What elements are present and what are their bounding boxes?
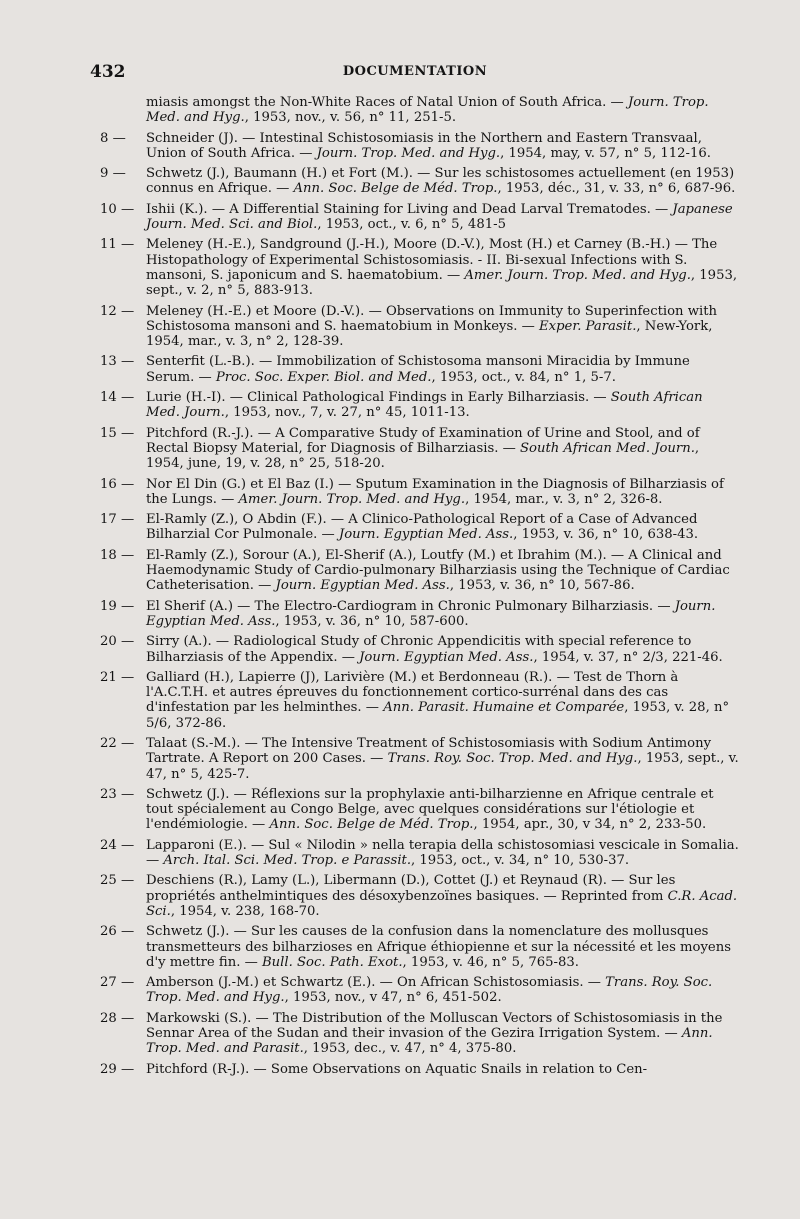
- reference-entry: [100, 670, 740, 731]
- reference-entry: [100, 390, 740, 421]
- journal-title: Journ. Egyptian Med. Ass.: [275, 578, 450, 594]
- entry-number: 27 —: [100, 975, 135, 991]
- entry-details: , 1953, nov., v 47, n° 6, 451-502.: [284, 990, 502, 1006]
- reference-entry: [100, 477, 740, 508]
- reference-entry: [100, 838, 740, 869]
- reference-entry: [100, 166, 740, 197]
- journal-title: Amer. Journ. Trop. Med. and Hyg.: [238, 491, 466, 507]
- entry-number: 19 —: [100, 598, 135, 614]
- entry-text: Pitchford (R-J.). — Some Observations on Aquatic Snails in relation to Cen-: [146, 1061, 648, 1077]
- entry-details: , 1953, dec., v. 47, n° 4, 375-80.: [303, 1041, 517, 1057]
- journal-title: South African Med. Journ.: [519, 440, 695, 456]
- journal-title: Japanese Journ. Med. Sci. and Biol.: [146, 201, 733, 233]
- reference-entry: [100, 237, 740, 298]
- entry-text: Ishii (K.). — A Differential Staining for Living and Dead Larval Trematodes. —: [146, 201, 673, 217]
- entry-details: , 1953, oct., v. 34, n° 10, 530-37.: [411, 853, 630, 869]
- journal-title: Exper. Parasit.: [539, 318, 637, 334]
- entry-number: 21 —: [100, 669, 135, 685]
- journal-title: Trans. Roy. Soc. Trop. Med. and Hyg.: [146, 975, 713, 1006]
- entry-number: 26 —: [100, 924, 135, 940]
- journal-title: Arch. Ital. Sci. Med. Trop. e Parassit.: [163, 853, 412, 869]
- entry-number: 10 —: [100, 201, 135, 217]
- reference-entry: [100, 736, 740, 782]
- entry-details: , 1953, sept., v. 47, n° 5, 425-7.: [146, 751, 739, 782]
- entry-details: , 1953, v. 46, n° 5, 765-83.: [402, 954, 579, 970]
- entry-text: Lurie (H.-I). — Clinical Pathological Findings in Early Bilharziasis. —: [146, 390, 611, 406]
- reference-entry: [100, 975, 740, 1006]
- entry-number: 9 —: [100, 166, 126, 182]
- entry-details: , 1953, v. 36, n° 10, 567-86.: [449, 578, 635, 594]
- entry-details: , 1953, oct., v. 6, n° 5, 481-5: [317, 217, 506, 233]
- journal-title: Journ. Egyptian Med. Ass.: [359, 649, 534, 665]
- entry-number: 20 —: [100, 634, 135, 650]
- reference-entry: [100, 1062, 740, 1077]
- journal-title: C.R. Acad. Sci.: [146, 888, 738, 919]
- journal-title: Ann. Trop. Med. and Parasit.: [146, 1026, 713, 1057]
- entry-text: El Sherif (A.) — The Electro-Cardiogram in Chronic Pulmonary Bilharziasis. —: [146, 598, 675, 614]
- entry-number: 13 —: [100, 354, 135, 370]
- entry-text: Lapparoni (E.). — Sul « Nilodin » nella terapia della schistosomiasi vescicale in Somalia. —: [146, 837, 739, 869]
- journal-title: Trans. Roy. Soc. Trop. Med. and Hyg.: [387, 751, 638, 767]
- entry-number: 25 —: [100, 873, 135, 889]
- entry-details: , 1954, v. 37, n° 2/3, 221-46.: [533, 649, 723, 665]
- journal-title: Ann. Parasit. Humaine et Comparée: [383, 700, 625, 716]
- journal-title: Amer. Journ. Trop. Med. and Hyg.: [464, 267, 691, 283]
- entry-details: , 1953, sept., v. 2, n° 5, 883-913.: [146, 267, 738, 299]
- entry-number: 24 —: [100, 837, 135, 853]
- reference-entry: [100, 1011, 740, 1057]
- page-header: [90, 62, 740, 84]
- entry-details: , 1954, apr., 30, v 34, n° 2, 233-50.: [473, 817, 707, 833]
- entry-text: Senterfit (L.-B.). — Immobilization of Schistosoma mansoni Miracidia by Immune Serum. —: [146, 354, 690, 385]
- entry-details: , New-York, 1954, mar., v. 3, n° 2, 128-39.: [146, 318, 713, 350]
- reference-entry: [100, 304, 740, 350]
- entry-number: 15 —: [100, 425, 135, 441]
- entry-text: Meleney (H.-E.) et Moore (D.-V.). — Observations on Immunity to Superinfection with Schistosoma mansoni and S. haematobium in Monkeys. —: [146, 303, 718, 334]
- journal-title: Journ. Egyptian Med. Ass.: [146, 598, 716, 629]
- entry-number: 17 —: [100, 512, 135, 528]
- journal-title: Journ. Trop. Med. and Hyg.: [146, 95, 709, 126]
- entry-number: 8 —: [100, 130, 126, 146]
- entry-text: Deschiens (R.), Lamy (L.), Libermann (D.), Cottet (J.) et Reynaud (R). — Sur les propriétés anthelmintiques des désoxybenzoïnes basiques. — Reprinted from: [146, 873, 676, 904]
- entry-number: 14 —: [100, 390, 135, 406]
- entry-number: 18 —: [100, 547, 135, 563]
- entry-text: Pitchford (R.-J.). — A Comparative Study of Examination of Urine and Stool, and of Rectal Biopsy Material, for Diagnosis of Bilharziasis. —: [146, 425, 700, 456]
- entry-text: Schwetz (J.). — Réflexions sur la prophylaxie anti-bilharzienne en Afrique centrale et tout spécialement au Congo Belge, avec quelques considérations sur l'étiologie et l'endémiologie. —: [146, 786, 714, 833]
- reference-entry: [100, 787, 740, 833]
- entry-number: 28 —: [100, 1010, 135, 1026]
- journal-title: Ann. Soc. Belge de Méd. Trop.: [293, 181, 498, 197]
- journal-title: Journ. Trop. Med. and Hyg.: [316, 145, 501, 161]
- entry-text: Talaat (S.-M.). — The Intensive Treatment of Schistosomiasis with Sodium Antimony Tartrate. A Report on 200 Cases. —: [146, 735, 712, 767]
- entry-text: Schwetz (J.), Baumann (H.) et Fort (M.). — Sur les schistosomes actuellement (en 1953) connus en Afrique. —: [146, 166, 735, 197]
- entry-details: , 1953, v. 36, n° 10, 587-600.: [275, 613, 469, 629]
- journal-title: South African Med. Journ.: [146, 390, 703, 421]
- entry-number: 22 —: [100, 735, 135, 751]
- entry-text: Galliard (H.), Lapierre (J), Larivière (M.) et Berdonneau (R.). — Test de Thorn à l'A.C.T.H. et autres épreuves du fonctionnement cortico-surrénal dans des cas d'infestation par les helminthes. —: [146, 669, 679, 716]
- reference-entry: [100, 924, 740, 970]
- entry-number: 23 —: [100, 786, 135, 802]
- reference-entry: [100, 354, 740, 385]
- entry-details: , 1953, v. 36, n° 10, 638-43.: [513, 527, 699, 543]
- entry-text: Markowski (S.). — The Distribution of the Molluscan Vectors of Schistosomiasis in the Sennar Area of the Sudan and their invasion of the Gezira Irrigation System. —: [146, 1010, 723, 1042]
- entry-text: Nor El Din (G.) et El Baz (I.) — Sputum Examination in the Diagnosis of Bilharziasis of the Lungs. —: [146, 476, 724, 507]
- reference-entry: [100, 202, 740, 233]
- entry-details: , 1953, nov., v. 56, n° 11, 251-5.: [244, 110, 457, 126]
- reference-entry: [100, 95, 740, 126]
- entry-text: Meleney (H.-E.), Sandground (J.-H.), Moore (D.-V.), Most (H.) et Carney (B.-H.) — The Histopathology of Experimental Schistosomiasis. - II. Bi-sexual Infections with S. mansoni, S. japonicum and S. haematobium. —: [146, 237, 718, 283]
- entry-number: 29 —: [100, 1061, 135, 1077]
- entry-text: El-Ramly (Z.), Sorour (A.), El-Sherif (A.), Loutfy (M.) et Ibrahim (M.). — A Clinical and Haemodynamic Study of Cardio-pulmonary Bilharziasis using the Technique of Cardiac Catheterisation. —: [146, 547, 730, 594]
- journal-title: Bull. Soc. Path. Exot.: [261, 954, 403, 970]
- entry-text: miasis amongst the Non-White Races of Natal Union of South Africa. —: [146, 95, 628, 110]
- journal-title: Proc. Soc. Exper. Biol. and Med.: [215, 369, 432, 385]
- reference-entry: [100, 426, 740, 472]
- entry-number: 12 —: [100, 303, 135, 319]
- reference-entry: [100, 131, 740, 162]
- reference-entry: [100, 634, 740, 665]
- entry-details: , 1954, v. 238, 168-70.: [170, 903, 320, 919]
- entry-details: , 1954, mar., v. 3, n° 2, 326-8.: [465, 491, 663, 507]
- reference-list: [100, 95, 740, 1082]
- entry-details: , 1954, june, 19, v. 28, n° 25, 518-20.: [146, 440, 700, 472]
- reference-entry: [100, 599, 740, 630]
- entry-text: Schneider (J). — Intestinal Schistosomiasis in the Northern and Eastern Transvaal, Union of South Africa. —: [146, 130, 702, 161]
- entry-text: El-Ramly (Z.), O Abdin (F.). — A Clinico-Pathological Report of a Case of Advanced Bilharzial Cor Pulmonale. —: [146, 512, 698, 543]
- entry-details: , 1953, v. 28, n° 5/6, 372-86.: [146, 700, 730, 731]
- page-number: 432: [90, 62, 126, 82]
- entry-number: 16 —: [100, 476, 135, 492]
- journal-title: Journ. Egyptian Med. Ass.: [338, 527, 514, 543]
- entry-details: , 1954, may, v. 57, n° 5, 112-16.: [500, 145, 711, 161]
- entry-text: Schwetz (J.). — Sur les causes de la confusion dans la nomenclature des mollusques transmetteurs des bilharzioses en Afrique éthiopienne et sur la nécessité et les moyens d'y mettre fin. —: [146, 924, 731, 970]
- running-head: DOCUMENTATION: [342, 64, 488, 79]
- entry-text: Amberson (J.-M.) et Schwartz (E.). — On African Schistosomiasis. —: [146, 975, 606, 991]
- entry-details: , 1953, déc., 31, v. 33, n° 6, 687-96.: [497, 181, 736, 197]
- entry-number: 11 —: [100, 237, 135, 253]
- reference-entry: [100, 548, 740, 594]
- journal-title: Ann. Soc. Belge de Méd. Trop.: [269, 817, 474, 833]
- reference-entry: [100, 512, 740, 543]
- entry-text: Sirry (A.). — Radiological Study of Chronic Appendicitis with special reference to Bilharziasis of the Appendix. —: [146, 634, 692, 665]
- entry-details: , 1953, oct., v. 84, n° 1, 5-7.: [431, 369, 616, 385]
- reference-entry: [100, 873, 740, 919]
- entry-details: , 1953, nov., 7, v. 27, n° 45, 1011-13.: [224, 405, 470, 421]
